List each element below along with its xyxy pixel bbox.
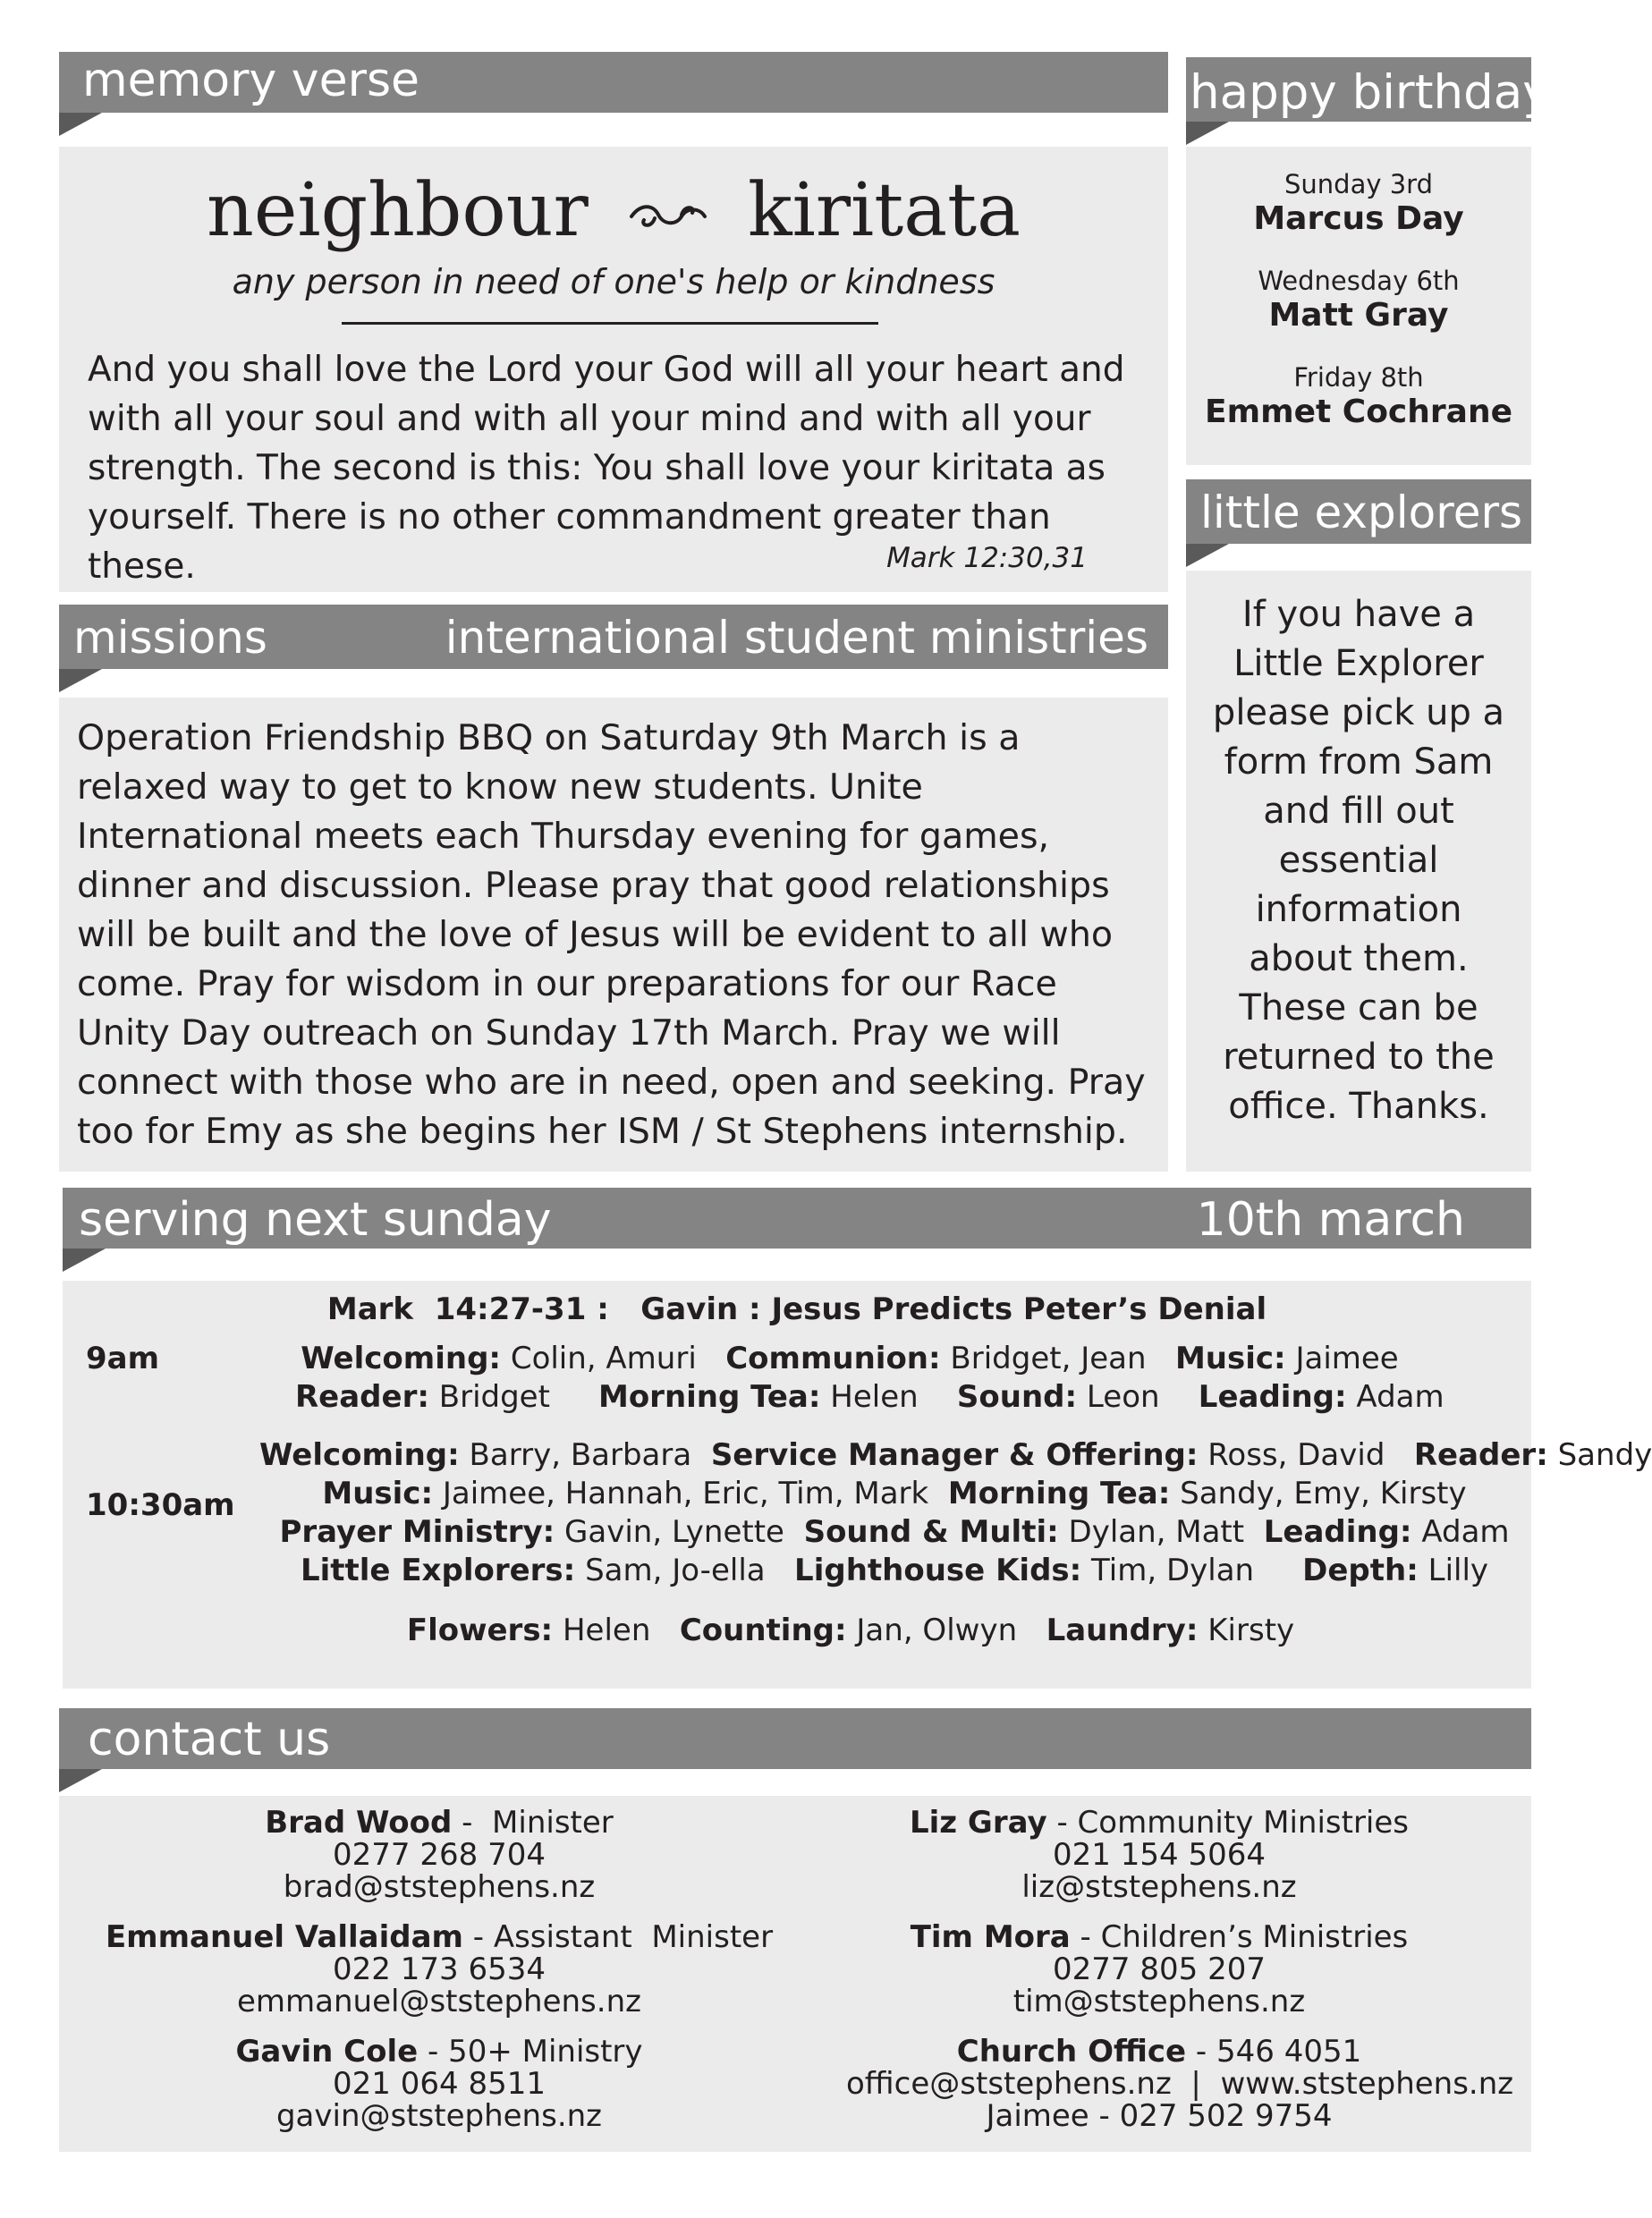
flourish-icon bbox=[628, 199, 708, 234]
role-label: Welcoming: bbox=[301, 1341, 502, 1376]
contact-entry bbox=[846, 1807, 1472, 1903]
roster-line bbox=[259, 1475, 1529, 1513]
role-names: Bridget bbox=[428, 1379, 550, 1415]
role-label: Morning Tea: bbox=[947, 1476, 1171, 1511]
serving-banner bbox=[63, 1188, 1531, 1249]
roster-line bbox=[295, 1378, 1444, 1417]
contact-role: - Community Ministries bbox=[1046, 1805, 1410, 1841]
memory-verse-heading: memory verse bbox=[82, 54, 420, 107]
missions-subheading: international student ministries bbox=[445, 612, 1148, 664]
birthday-box bbox=[1186, 147, 1531, 465]
role-label: Welcoming: bbox=[259, 1437, 460, 1473]
memory-word-english: neighbour bbox=[207, 168, 589, 253]
roster-line bbox=[259, 1436, 1652, 1475]
role-label: Leading: bbox=[1198, 1379, 1347, 1415]
role-label: Music: bbox=[322, 1476, 434, 1511]
office-extra: Jaimee - 027 502 9754 bbox=[986, 2098, 1333, 2134]
role-label: Lighthouse Kids: bbox=[794, 1553, 1082, 1588]
birthday-heading: happy birthday bbox=[1190, 65, 1551, 120]
role-label: Service Manager & Offering: bbox=[710, 1437, 1199, 1473]
role-names: Barry, Barbara bbox=[459, 1437, 692, 1473]
sermon-text: Mark 14:27-31 : Gavin : Jesus Predicts Peter’s Denial bbox=[326, 1291, 1267, 1327]
memory-verse-reference: Mark 12:30,31 bbox=[886, 542, 1088, 574]
definition-underline bbox=[342, 322, 878, 325]
role-label: Leading: bbox=[1263, 1514, 1412, 1550]
role-label: Sound & Multi: bbox=[803, 1514, 1059, 1550]
contact-name: Liz Gray bbox=[909, 1805, 1047, 1841]
birthday-entry bbox=[1186, 361, 1531, 431]
contact-phone: 022 173 6534 bbox=[333, 1951, 546, 1987]
memory-word-definition: any person in need of one's help or kindness bbox=[232, 262, 995, 301]
contact-entry bbox=[59, 1921, 819, 2018]
role-names: Sam, Jo-ella bbox=[575, 1553, 766, 1588]
little-explorers-text: If you have a Little Explorer please pick up a form from Sam and fill out essential information about them. These can be returned to the office. Thanks. bbox=[1212, 594, 1505, 1127]
role-names: Bridget, Jean bbox=[940, 1341, 1147, 1376]
birthday-name: Marcus Day bbox=[1253, 200, 1464, 237]
contact-email[interactable]: liz@ststephens.nz bbox=[1021, 1869, 1297, 1905]
missions-heading: missions bbox=[73, 612, 267, 664]
role-names: Dylan, Matt bbox=[1058, 1514, 1245, 1550]
missions-text: Operation Friendship BBQ on Saturday 9th March is a relaxed way to get to know new students. Unite International meets each Thursday evening for games, dinner and discussion. Please pray that good relationships will be built and the love of Jesus will be evident to all who come. Pray for wisdom in our preparations for our Race Unity Day outreach on Sunday 17th March. Pray we will connect with those who are in need, open and seeking. Pray too for Emy as she begins her ISM / St Stephens internship. bbox=[77, 717, 1146, 1152]
service-time-9am: 9am bbox=[86, 1341, 160, 1376]
office-email-web[interactable]: office@ststephens.nz | www.ststephens.nz bbox=[846, 2066, 1514, 2102]
birthday-banner bbox=[1186, 57, 1551, 122]
contact-box bbox=[59, 1796, 1531, 2152]
roster-line bbox=[259, 1513, 1529, 1552]
role-names: Adam bbox=[1411, 1514, 1510, 1550]
birthday-date: Wednesday 6th bbox=[1258, 266, 1460, 296]
contact-phone: 021 064 8511 bbox=[333, 2066, 546, 2102]
little-explorers-box bbox=[1186, 571, 1531, 1172]
contact-column-left bbox=[59, 1807, 819, 2132]
contact-email[interactable]: brad@ststephens.nz bbox=[283, 1869, 596, 1905]
role-names: Jan, Olwyn bbox=[846, 1613, 1018, 1648]
birthday-name: Emmet Cochrane bbox=[1205, 394, 1512, 430]
missions-banner bbox=[59, 605, 1168, 669]
contact-role: - 50+ Ministry bbox=[418, 2034, 643, 2070]
role-label: Flowers: bbox=[406, 1613, 554, 1648]
role-names: Tim, Dylan bbox=[1081, 1553, 1255, 1588]
contact-name: Brad Wood bbox=[265, 1805, 453, 1841]
contact-phone: 0277 805 207 bbox=[1053, 1951, 1266, 1987]
role-label: Counting: bbox=[679, 1613, 847, 1648]
contact-entry bbox=[59, 1807, 819, 1903]
role-label: Morning Tea: bbox=[597, 1379, 821, 1415]
role-names: Jaimee, Hannah, Eric, Tim, Mark bbox=[433, 1476, 929, 1511]
contact-column-right bbox=[846, 1805, 1514, 2134]
contact-name: Gavin Cole bbox=[235, 2034, 419, 2070]
serving-date: 10th march bbox=[1196, 1193, 1465, 1247]
contact-heading: contact us bbox=[88, 1713, 331, 1766]
roster-line bbox=[259, 1552, 1529, 1590]
service-1030-roster bbox=[259, 1436, 1652, 1590]
role-names: Helen bbox=[820, 1379, 919, 1415]
contact-email[interactable]: gavin@ststephens.nz bbox=[275, 2098, 603, 2134]
role-names: Gavin, Lynette bbox=[555, 1514, 784, 1550]
role-names: Sandy, Emy, Kirsty bbox=[1170, 1476, 1467, 1511]
memory-verse-box bbox=[59, 147, 1168, 592]
little-explorers-banner bbox=[1186, 479, 1531, 544]
memory-verse-banner bbox=[59, 52, 1168, 113]
role-names: Kirsty bbox=[1198, 1613, 1295, 1648]
roster-line bbox=[295, 1340, 1404, 1378]
role-label: Depth: bbox=[1302, 1553, 1419, 1588]
contact-phone: - 546 4051 bbox=[1186, 2034, 1362, 2070]
birthday-entry bbox=[1186, 168, 1531, 238]
role-names: Leon bbox=[1077, 1379, 1160, 1415]
role-label: Reader: bbox=[1413, 1437, 1548, 1473]
contact-email[interactable]: emmanuel@ststephens.nz bbox=[237, 1984, 641, 2019]
contact-entry bbox=[846, 1921, 1472, 2018]
birthday-entry bbox=[1186, 265, 1531, 334]
contact-phone: 021 154 5064 bbox=[1053, 1837, 1266, 1873]
contact-phone: 0277 268 704 bbox=[333, 1837, 546, 1873]
role-label: Little Explorers: bbox=[300, 1553, 576, 1588]
contact-name: Tim Mora bbox=[910, 1919, 1071, 1955]
contact-entry-office bbox=[846, 2034, 1514, 2134]
contact-role: - Children’s Ministries bbox=[1070, 1919, 1409, 1955]
contact-name: Emmanuel Vallaidam bbox=[105, 1919, 463, 1955]
role-label: Communion: bbox=[725, 1341, 941, 1376]
role-names: Colin, Amuri bbox=[501, 1341, 697, 1376]
other-roster-line bbox=[116, 1612, 1585, 1650]
memory-word-maori: kiritata bbox=[747, 168, 1021, 253]
birthday-date: Friday 8th bbox=[1293, 362, 1424, 393]
sermon-line bbox=[63, 1290, 1531, 1329]
contact-banner bbox=[59, 1708, 1531, 1769]
service-time-1030: 10:30am bbox=[86, 1487, 235, 1523]
memory-word bbox=[59, 165, 1168, 258]
missions-box bbox=[59, 698, 1168, 1172]
memory-verse-text: And you shall love the Lord your God will all your heart and with all your soul and with all your mind and with all your strength. The second is this: You shall love your kiritata as yourself. There is no other commandment greater than these. bbox=[88, 350, 1125, 587]
birthday-name: Matt Gray bbox=[1268, 297, 1449, 334]
role-label: Music: bbox=[1174, 1341, 1286, 1376]
service-9am-roster bbox=[295, 1340, 1444, 1417]
role-label: Reader: bbox=[295, 1379, 429, 1415]
role-names: Lilly bbox=[1418, 1553, 1489, 1588]
contact-email[interactable]: tim@ststephens.nz bbox=[1012, 1984, 1306, 2019]
role-names: Adam bbox=[1346, 1379, 1444, 1415]
role-label: Prayer Ministry: bbox=[279, 1514, 555, 1550]
role-names: Ross, David bbox=[1198, 1437, 1385, 1473]
birthday-date: Sunday 3rd bbox=[1284, 169, 1433, 199]
role-names: Helen bbox=[553, 1613, 651, 1648]
contact-role: - Minister bbox=[452, 1805, 614, 1841]
contact-name: Church Office bbox=[956, 2034, 1187, 2070]
little-explorers-heading: little explorers bbox=[1200, 487, 1523, 538]
contact-entry bbox=[59, 2036, 819, 2132]
contact-role: - Assistant Minister bbox=[462, 1919, 774, 1955]
role-label: Sound: bbox=[956, 1379, 1078, 1415]
serving-box bbox=[63, 1281, 1652, 1689]
role-names: Sandy bbox=[1547, 1437, 1652, 1473]
role-names: Jaimee bbox=[1285, 1341, 1399, 1376]
role-label: Laundry: bbox=[1046, 1613, 1199, 1648]
serving-heading: serving next sunday bbox=[79, 1193, 552, 1247]
